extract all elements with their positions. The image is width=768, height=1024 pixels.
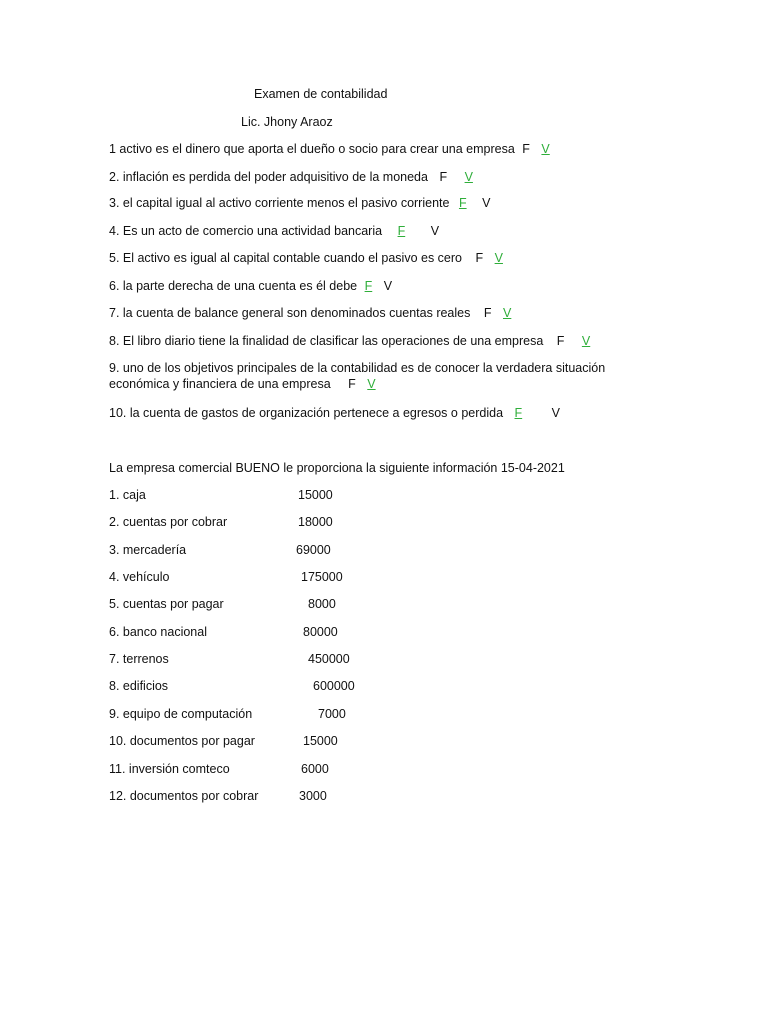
account-row	[109, 596, 224, 612]
account-name: 1. caja	[109, 488, 146, 502]
question-text: 10. la cuenta de gastos de organización pertenece a egresos o perdida	[109, 406, 504, 420]
account-name: 12. documentos por cobrar	[109, 789, 259, 803]
account-row	[109, 542, 186, 558]
question-9	[109, 360, 639, 392]
option-v-selected: V	[581, 334, 591, 348]
account-value: 15000	[303, 734, 338, 748]
account-value: 450000	[308, 652, 350, 666]
account-name: 9. equipo de computación	[109, 707, 253, 721]
question-8	[109, 333, 594, 349]
document-title: Examen de contabilidad	[254, 87, 388, 101]
account-value: 18000	[298, 515, 333, 529]
option-f-selected: F	[514, 406, 523, 420]
account-row	[109, 514, 227, 530]
option-f: F	[556, 334, 565, 348]
account-name: 3. mercadería	[109, 543, 187, 557]
question-10	[109, 405, 564, 421]
option-f: F	[439, 170, 448, 184]
account-row	[109, 678, 168, 694]
author-line: Lic. Jhony Araoz	[241, 115, 333, 129]
option-f: F	[483, 306, 492, 320]
question-3	[109, 195, 494, 211]
account-row	[109, 569, 169, 585]
option-v: V	[430, 224, 440, 238]
account-name: 2. cuentas por cobrar	[109, 515, 228, 529]
account-row	[109, 487, 146, 503]
question-2	[109, 169, 477, 185]
account-value: 15000	[298, 488, 333, 502]
account-name: 6. banco nacional	[109, 625, 207, 639]
account-value: 7000	[318, 707, 346, 721]
account-name: 4. vehículo	[109, 570, 170, 584]
account-value: 8000	[308, 597, 336, 611]
account-row	[109, 761, 230, 777]
question-4	[109, 223, 443, 239]
option-f-selected: F	[364, 279, 373, 293]
question-5	[109, 250, 507, 266]
account-name: 5. cuentas por pagar	[109, 597, 224, 611]
account-row	[109, 733, 255, 749]
account-value: 69000	[296, 543, 331, 557]
question-7	[109, 305, 515, 321]
account-value: 600000	[313, 679, 355, 693]
question-text: 9. uno de los objetivos principales de la contabilidad es de conocer la verdadera situación económica y financiera de una empresa	[109, 361, 606, 391]
option-f: F	[348, 377, 356, 391]
option-v-selected: V	[502, 306, 512, 320]
company-intro: La empresa comercial BUENO le proporciona la siguiente información 15-04-2021	[109, 461, 565, 475]
account-name: 7. terrenos	[109, 652, 169, 666]
option-v: V	[482, 196, 491, 210]
account-value: 80000	[303, 625, 338, 639]
account-value: 175000	[301, 570, 343, 584]
account-name: 8. edificios	[109, 679, 169, 693]
question-text: 6. la parte derecha de una cuenta es él debe	[109, 279, 358, 293]
option-v-selected: V	[494, 251, 503, 265]
option-f: F	[475, 251, 484, 265]
account-row	[109, 788, 258, 804]
account-value: 3000	[299, 789, 327, 803]
account-row	[109, 706, 252, 722]
account-row	[109, 651, 169, 667]
question-text: 4. Es un acto de comercio una actividad bancaria	[109, 224, 383, 238]
question-1	[109, 141, 554, 157]
question-text: 5. El activo es igual al capital contable cuando el pasivo es cero	[109, 251, 462, 265]
account-row	[109, 624, 207, 640]
option-f-selected: F	[397, 224, 406, 238]
option-v-selected: V	[541, 142, 550, 156]
question-text: 7. la cuenta de balance general son denominados cuentas reales	[109, 306, 471, 320]
option-v-selected: V	[367, 377, 376, 391]
question-text: 3. el capital igual al activo corriente menos el pasivo corriente	[109, 196, 450, 210]
option-v: V	[383, 279, 393, 293]
option-f-selected: F	[458, 196, 467, 210]
option-f: F	[522, 142, 530, 156]
question-text: 2. inflación es perdida del poder adquisitivo de la moneda	[109, 170, 428, 184]
option-v-selected: V	[464, 170, 473, 184]
question-6	[109, 278, 396, 294]
account-name: 10. documentos por pagar	[109, 734, 255, 748]
option-v: V	[551, 406, 560, 420]
account-name: 11. inversión comteco	[109, 762, 230, 776]
question-text: 8. El libro diario tiene la finalidad de clasificar las operaciones de una empresa	[109, 334, 544, 348]
account-value: 6000	[301, 762, 329, 776]
question-text: 1 activo es el dinero que aporta el dueño o socio para crear una empresa	[109, 142, 515, 156]
